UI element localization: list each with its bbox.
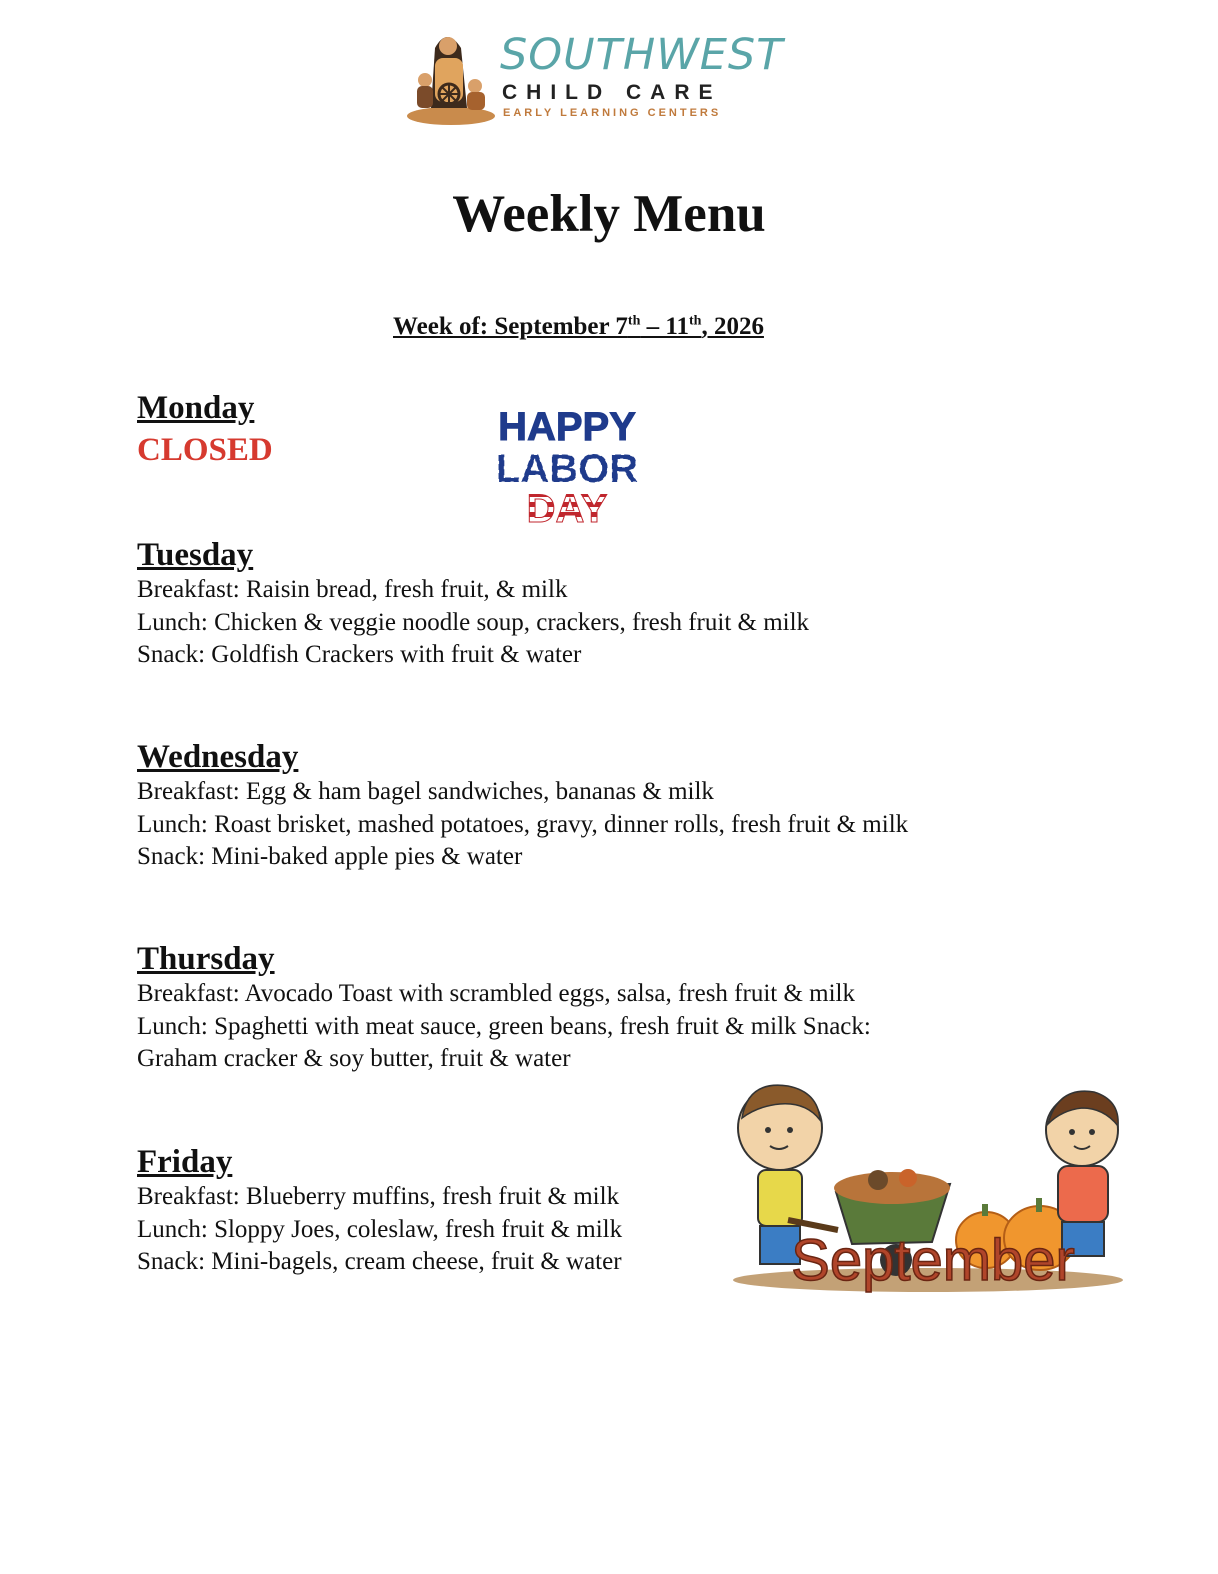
- week-middle: – 11: [640, 313, 689, 340]
- day-section-tuesday: [137, 536, 809, 672]
- logo-line-southwest: SOUTHWEST: [500, 30, 784, 80]
- menu-line-breakfast: Breakfast: Raisin bread, fresh fruit, & milk: [137, 576, 568, 603]
- labor-day-line-day: DAY: [526, 487, 608, 530]
- family-figures-logo-icon: [405, 28, 497, 126]
- day-section-friday: [137, 1143, 622, 1279]
- page-title: Weekly Menu: [452, 185, 766, 243]
- menu-line-breakfast: Breakfast: Blueberry muffins, fresh fruit & milk: [137, 1183, 620, 1210]
- menu-line-snack: Snack: Mini-bagels, cream cheese, fruit & water: [137, 1248, 622, 1275]
- labor-day-line-labor: LABOR: [495, 447, 639, 491]
- week-prefix: Week of: September 7: [393, 313, 628, 340]
- labor-day-line-happy: HAPPY: [498, 405, 636, 449]
- organization-logo: [405, 28, 785, 128]
- september-kids-clipart: [728, 1080, 1138, 1305]
- menu-line-lunch: Lunch: Chicken & veggie noodle soup, crackers, fresh fruit & milk: [137, 608, 810, 636]
- september-label: September: [791, 1228, 1075, 1293]
- day-heading: Wednesday: [137, 739, 299, 775]
- logo-line-early-learning: EARLY LEARNING CENTERS: [503, 107, 722, 119]
- menu-line-lunch: Lunch: Roast brisket, mashed potatoes, gravy, dinner rolls, fresh fruit & milk: [137, 810, 909, 838]
- logo-line-child-care: CHILD CARE: [502, 81, 722, 104]
- menu-line-snack: Snack: Goldfish Crackers with fruit & water: [137, 641, 582, 668]
- week-sup-start: th: [627, 313, 641, 329]
- day-section-wednesday: [137, 738, 908, 874]
- happy-labor-day-graphic: [472, 402, 662, 530]
- closed-status: CLOSED: [137, 432, 273, 468]
- day-heading: Monday: [137, 390, 255, 426]
- menu-line-breakfast: Breakfast: Avocado Toast with scrambled eggs, salsa, fresh fruit & milk: [137, 980, 855, 1007]
- week-sup-end: th: [689, 313, 702, 329]
- day-heading: Friday: [137, 1144, 233, 1180]
- day-heading: Tuesday: [137, 537, 254, 573]
- day-section-thursday: [137, 940, 871, 1076]
- menu-line-snack: Graham cracker & soy butter, fruit & water: [137, 1045, 571, 1072]
- menu-line-snack: Snack: Mini-baked apple pies & water: [137, 843, 523, 870]
- day-heading: Thursday: [137, 941, 275, 977]
- week-suffix: , 2026: [701, 313, 764, 340]
- menu-line-lunch: Lunch: Sloppy Joes, coleslaw, fresh fruit & milk: [137, 1215, 623, 1243]
- week-of-heading: [393, 313, 764, 341]
- menu-line-breakfast: Breakfast: Egg & ham bagel sandwiches, bananas & milk: [137, 778, 714, 805]
- day-section-monday: [137, 389, 273, 469]
- menu-line-lunch: Lunch: Spaghetti with meat sauce, green beans, fresh fruit & milk Snack:: [137, 1012, 871, 1040]
